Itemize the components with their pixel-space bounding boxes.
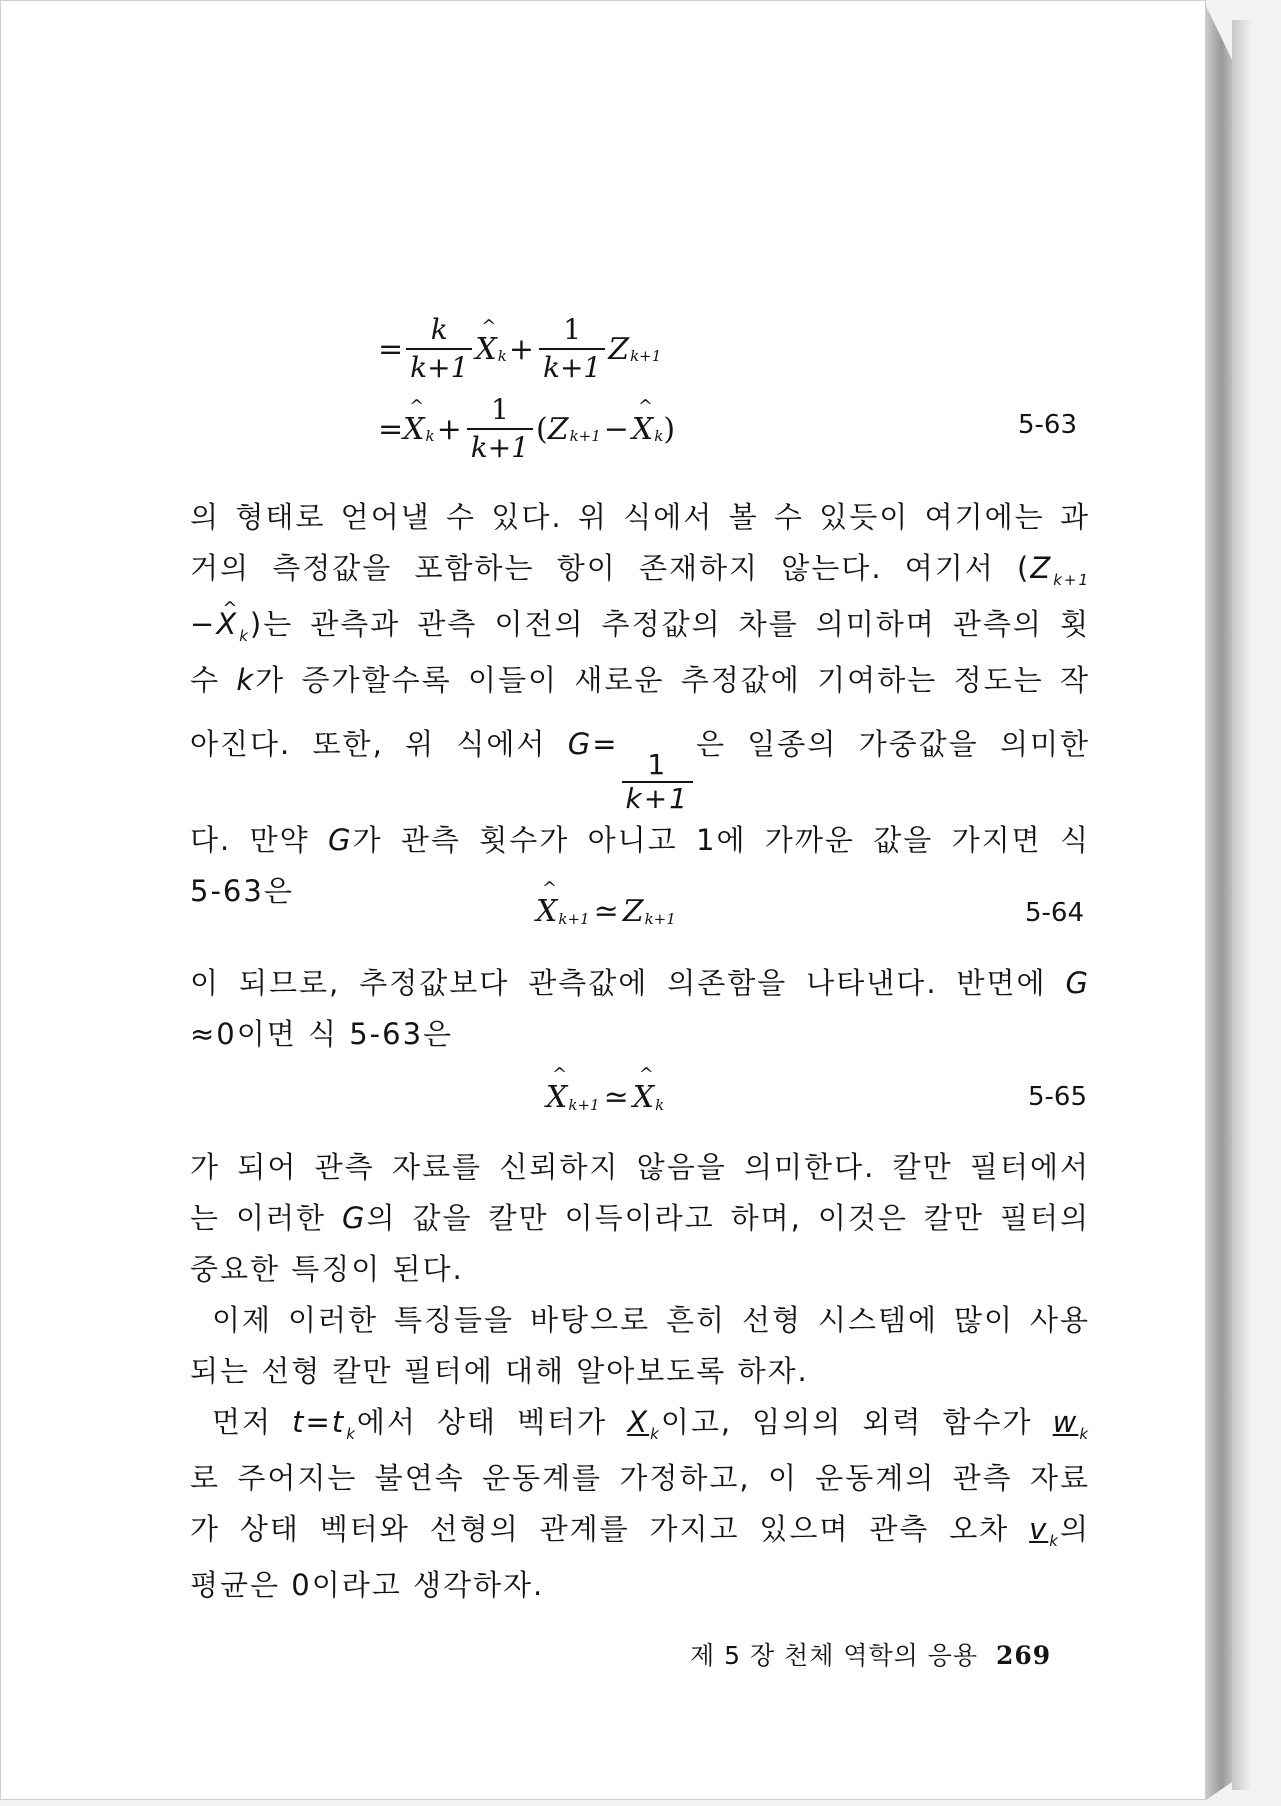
plus-sign: + bbox=[436, 411, 462, 447]
text-span: 가 상태 벡터와 선형의 관계를 가지고 있으며 관측 오차 bbox=[190, 1512, 1030, 1546]
equation-number-5-63: 5-63 bbox=[1018, 410, 1078, 440]
page-number: 269 bbox=[996, 1641, 1052, 1670]
text-span: 의 bbox=[1059, 1512, 1090, 1546]
text-span: 이 되므로, 추정값보다 관측값에 의존함을 나타낸다. 반면에 bbox=[190, 966, 1066, 1000]
approx-sign: ≃ bbox=[593, 894, 619, 929]
plus-sign: + bbox=[508, 331, 534, 367]
equation-number-5-65: 5-65 bbox=[1028, 1082, 1088, 1112]
text-span: ≈0이면 식 5-63은 bbox=[190, 1017, 454, 1051]
text-span: 가 증가할수록 이들이 새로운 추정값에 기여하는 정도는 작 bbox=[255, 663, 1090, 697]
subscript: k bbox=[655, 1095, 665, 1114]
fraction-denominator: k+1 bbox=[622, 781, 694, 815]
text-line bbox=[190, 706, 1090, 815]
close-paren: ) bbox=[663, 411, 676, 447]
g-symbol: G bbox=[342, 1201, 367, 1235]
fraction-numerator: k bbox=[430, 313, 448, 346]
subscript: k+1 bbox=[644, 909, 676, 928]
equation-5-65 bbox=[546, 1080, 664, 1115]
subscript: k bbox=[497, 347, 507, 365]
text-span: 다. 만약 bbox=[190, 823, 328, 857]
page-edge bbox=[1206, 6, 1232, 1800]
text-span: 평균은 0이라고 생각하자. bbox=[190, 1568, 545, 1602]
minus-sign: − bbox=[603, 411, 629, 447]
eq-sign: = bbox=[378, 331, 404, 367]
g-symbol: G bbox=[567, 727, 593, 761]
eq-sign: = bbox=[305, 1405, 332, 1439]
text-span: 이제 이러한 특징들을 바탕으로 흔히 선형 시스템에 많이 사용 bbox=[212, 1303, 1090, 1337]
fraction-g bbox=[622, 749, 694, 815]
subscript: k+1 bbox=[568, 1095, 600, 1114]
text-span: 가 관측 횟수가 아니고 1에 가까운 값을 가지면 식 bbox=[352, 823, 1090, 857]
text-line bbox=[190, 1453, 1090, 1504]
chapter-title: 제 5 장 천체 역학의 응용 bbox=[690, 1641, 978, 1670]
x-hat-symbol: ^ X bbox=[632, 412, 653, 447]
z-symbol: Z bbox=[547, 411, 569, 447]
fraction-numerator: 1 bbox=[647, 748, 668, 781]
text-span: 되는 선형 칼만 필터에 대해 알아보도록 하자. bbox=[190, 1354, 809, 1388]
text-line bbox=[190, 492, 1090, 543]
eq-sign: = bbox=[378, 411, 404, 447]
text-span: )는 관측과 관측 이전의 추정값의 차를 의미하며 관측의 횟 bbox=[249, 607, 1090, 641]
text-line bbox=[190, 815, 1090, 866]
subscript: k bbox=[239, 627, 250, 645]
z-symbol: Z bbox=[622, 894, 644, 929]
text-span: 중요한 특징이 된다. bbox=[190, 1252, 464, 1286]
text-span: 의 값을 칼만 이득이라고 하며, 이것은 칼만 필터의 bbox=[366, 1201, 1090, 1235]
minus-sign: − bbox=[190, 607, 217, 641]
g-symbol: G bbox=[1065, 966, 1090, 1000]
t-symbol: t bbox=[331, 1405, 346, 1439]
subscript: k+1 bbox=[569, 427, 601, 445]
text-line bbox=[190, 1193, 1090, 1244]
approx-sign: ≃ bbox=[603, 1080, 629, 1115]
equation-line-2 bbox=[378, 392, 675, 466]
k-symbol: k bbox=[236, 663, 256, 697]
text-line bbox=[190, 958, 1090, 1009]
fraction-1-over-k1 bbox=[467, 392, 533, 466]
text-span: 의 형태로 얻어낼 수 있다. 위 식에서 볼 수 있듯이 여기에는 과 bbox=[190, 500, 1090, 534]
z-symbol: Z bbox=[1030, 551, 1053, 585]
open-paren: ( bbox=[535, 411, 548, 447]
text-line bbox=[190, 1560, 1090, 1611]
text-span: 에서 상태 벡터가 bbox=[356, 1405, 628, 1439]
subscript: k bbox=[654, 427, 664, 445]
x-hat-symbol: ^ X bbox=[536, 894, 557, 929]
text-span: 5-63은 bbox=[190, 874, 294, 908]
equation-line-1 bbox=[378, 312, 661, 386]
x-hat-symbol: ^ X bbox=[633, 1080, 654, 1115]
w-vector-symbol: w bbox=[1052, 1405, 1079, 1439]
fraction-denominator: k+1 bbox=[467, 428, 533, 466]
text-line bbox=[190, 1009, 1090, 1060]
text-span: 이고, 임의의 외력 함수가 bbox=[660, 1405, 1053, 1439]
x-vector-symbol: X bbox=[627, 1405, 650, 1439]
paragraph-3 bbox=[190, 1142, 1090, 1611]
subscript: k bbox=[1049, 1532, 1060, 1550]
text-span: 가 되어 관측 자료를 신뢰하지 않음을 의미한다. 칼만 필터에서 bbox=[190, 1150, 1090, 1184]
x-hat-symbol: ^ X bbox=[475, 332, 496, 367]
text-span: 수 bbox=[190, 663, 237, 697]
text-line bbox=[190, 1142, 1090, 1193]
v-vector-symbol: v bbox=[1029, 1512, 1049, 1546]
fraction-1-over-k1 bbox=[539, 312, 605, 386]
text-line bbox=[190, 543, 1090, 599]
fraction-numerator: 1 bbox=[490, 393, 509, 426]
text-span: 아진다. 또한, 위 식에서 bbox=[190, 727, 568, 761]
text-span: 먼저 bbox=[212, 1405, 293, 1439]
equation-5-64 bbox=[536, 894, 676, 929]
subscript: k bbox=[346, 1425, 357, 1443]
text-span: 거의 측정값을 포함하는 항이 존재하지 않는다. 여기서 ( bbox=[190, 551, 1031, 585]
fraction-k-over-k1 bbox=[406, 312, 472, 386]
text-line bbox=[190, 1295, 1090, 1346]
subscript: k+1 bbox=[558, 909, 590, 928]
text-line bbox=[190, 1504, 1090, 1560]
t-symbol: t bbox=[292, 1405, 306, 1439]
text-span: 은 일종의 가중값을 의미한 bbox=[696, 727, 1091, 761]
page-footer bbox=[690, 1636, 1051, 1672]
z-symbol: Z bbox=[608, 331, 630, 367]
text-span: 는 이러한 bbox=[190, 1201, 343, 1235]
subscript: k bbox=[425, 427, 435, 445]
paragraph-1 bbox=[190, 492, 1090, 917]
subscript: k+1 bbox=[1053, 571, 1090, 589]
equation-number-5-64: 5-64 bbox=[1025, 898, 1085, 928]
x-hat-symbol: ^ X bbox=[216, 599, 238, 650]
fraction-numerator: 1 bbox=[563, 313, 582, 346]
fraction-denominator: k+1 bbox=[539, 348, 605, 386]
x-hat-symbol: ^ X bbox=[546, 1080, 567, 1115]
page-shadow bbox=[1232, 20, 1252, 1790]
paragraph-2 bbox=[190, 958, 1090, 1060]
fraction-denominator: k+1 bbox=[406, 348, 472, 386]
text-span: 로 주어지는 불연속 운동계를 가정하고, 이 운동계의 관측 자료 bbox=[190, 1461, 1090, 1495]
subscript: k bbox=[1079, 1425, 1090, 1443]
subscript: k+1 bbox=[630, 347, 662, 365]
text-line bbox=[190, 599, 1090, 655]
text-line bbox=[190, 1346, 1090, 1397]
text-line bbox=[190, 1397, 1090, 1453]
g-symbol: G bbox=[327, 823, 353, 857]
subscript: k bbox=[650, 1425, 661, 1443]
text-line bbox=[190, 1244, 1090, 1295]
x-hat-symbol: ^ X bbox=[403, 412, 424, 447]
eq-sign: = bbox=[592, 727, 619, 761]
text-line bbox=[190, 655, 1090, 706]
